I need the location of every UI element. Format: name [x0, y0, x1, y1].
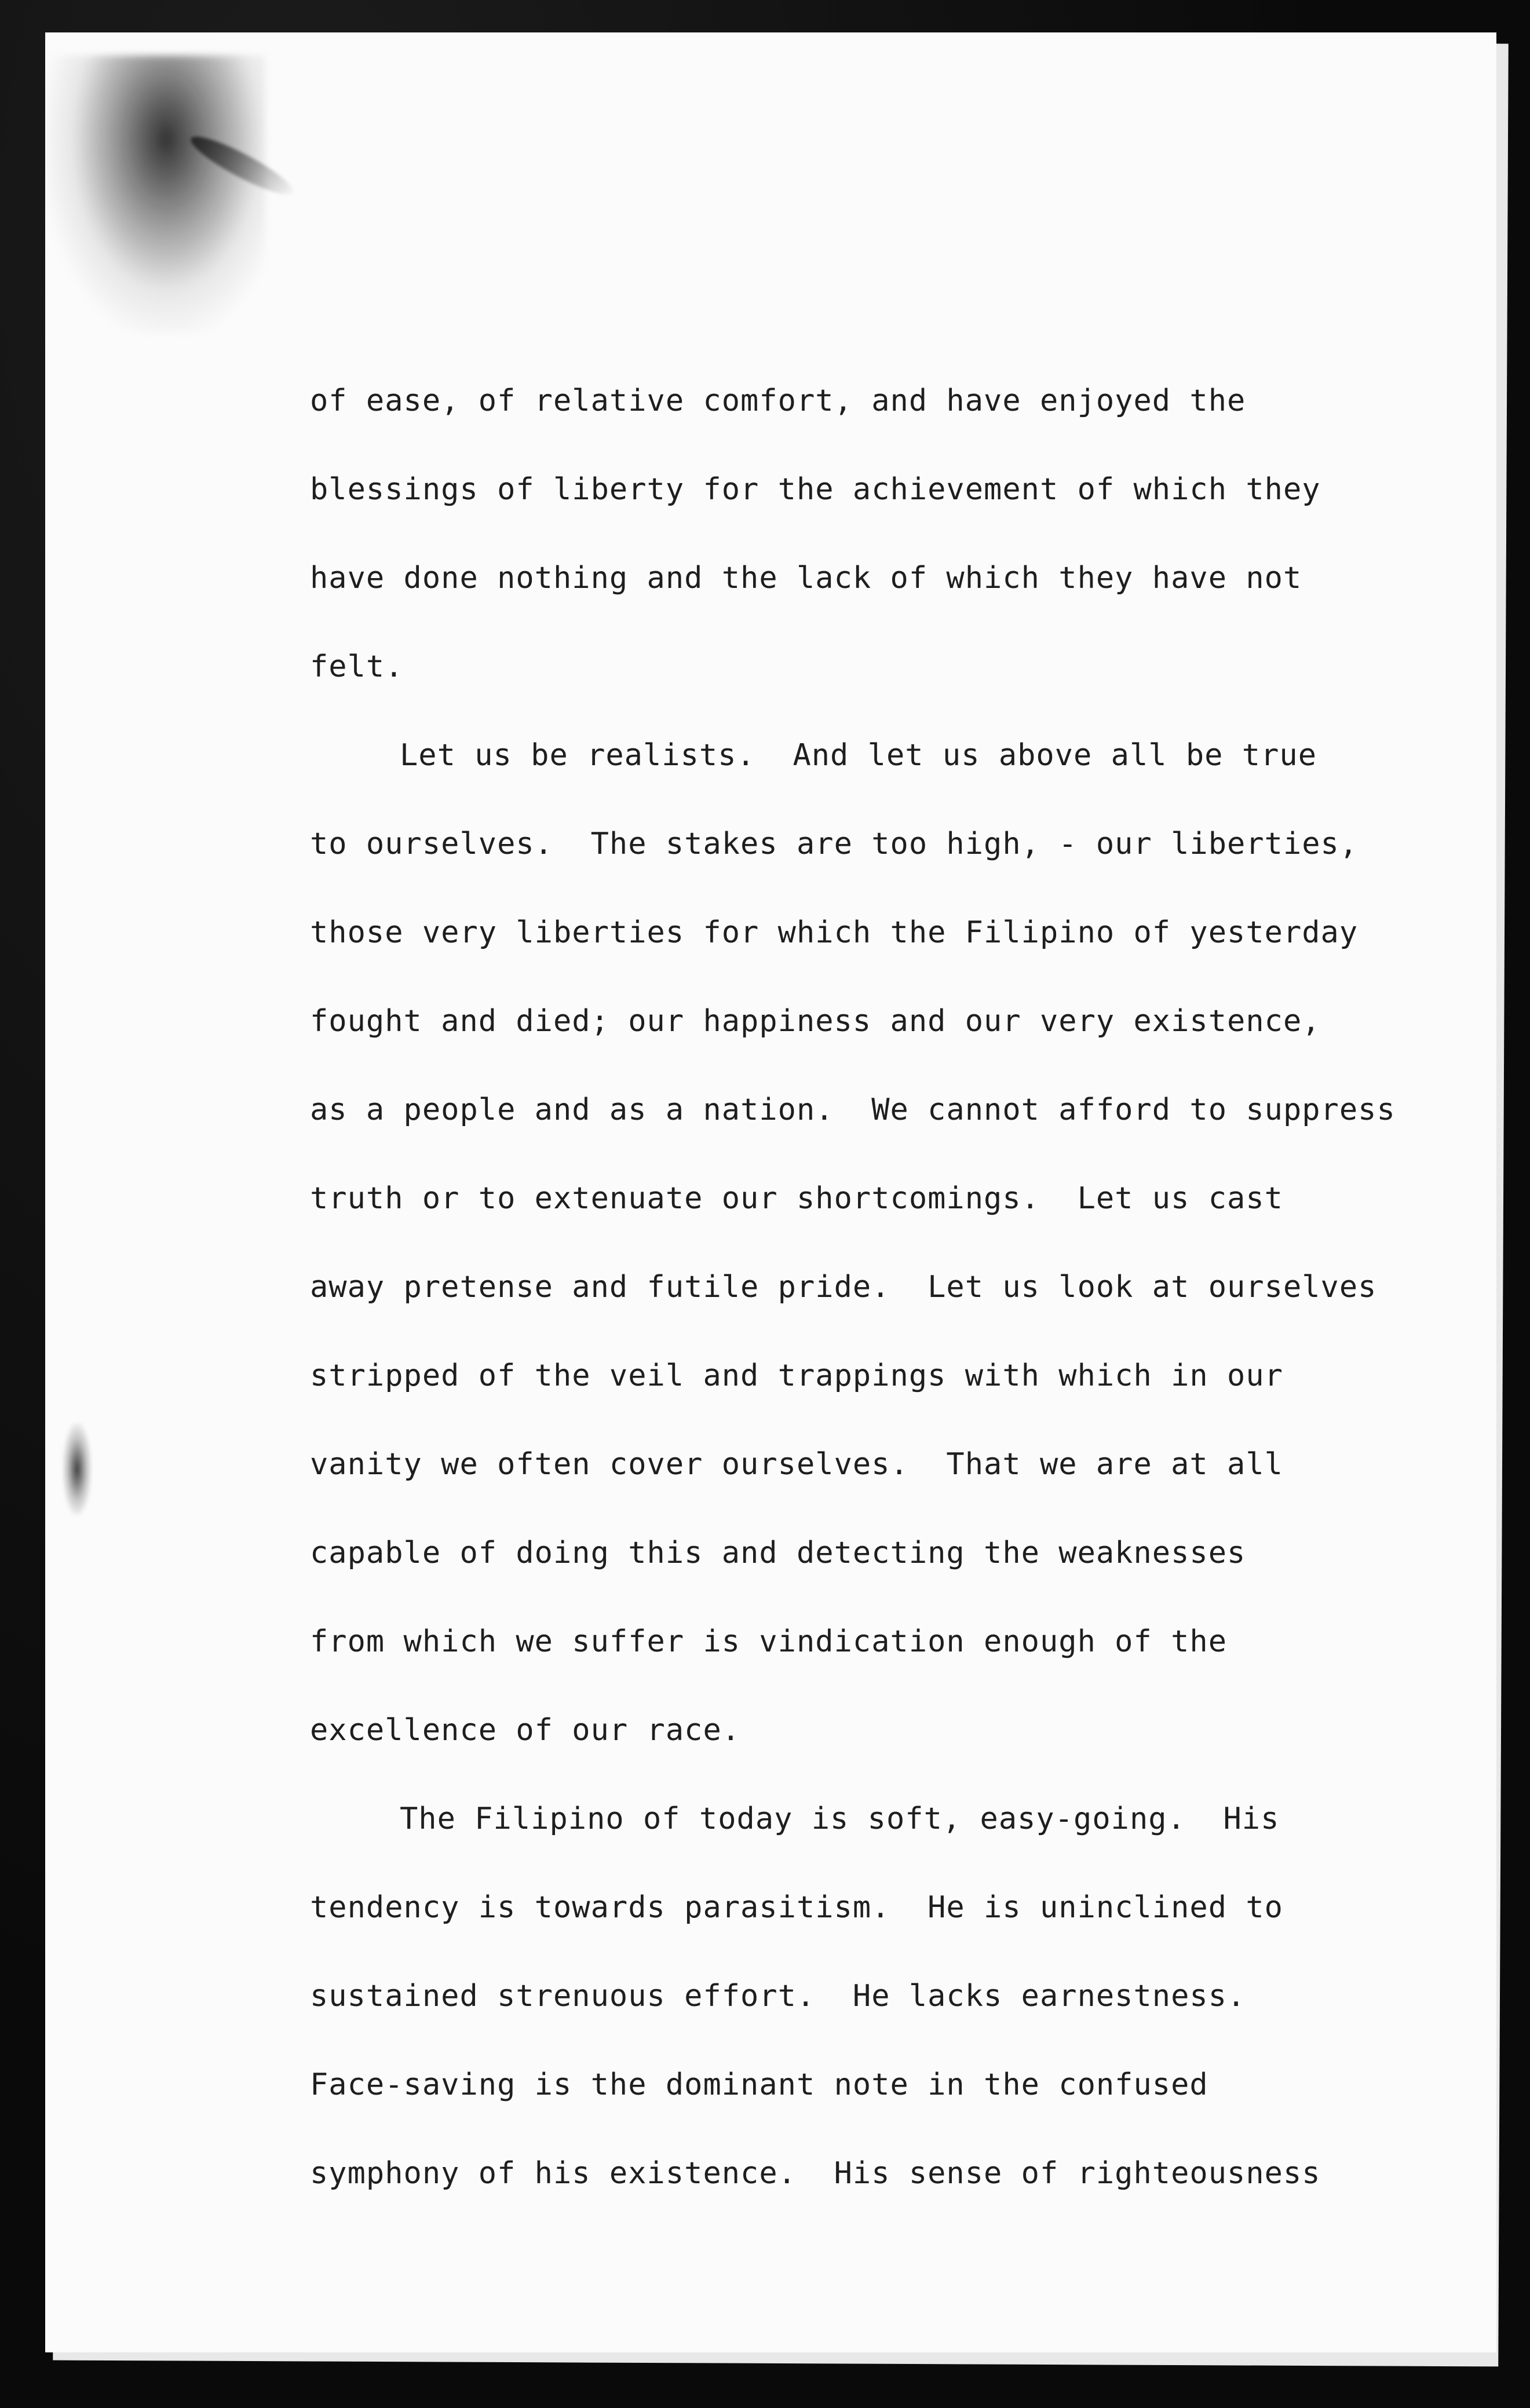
text-line: fought and died; our happiness and our very existence,	[310, 1004, 1321, 1039]
text-line: those very liberties for which the Filipino of yesterday	[310, 915, 1359, 950]
text-line: to ourselves. The stakes are too high, - our liberties,	[310, 827, 1359, 861]
text-line: from which we suffer is vindication enough of the	[310, 1624, 1228, 1659]
text-line: tendency is towards parasitism. He is uninclined to	[310, 1890, 1283, 1925]
text-line: blessings of liberty for the achievement of which they	[310, 472, 1321, 507]
text-line: truth or to extenuate our shortcomings. Let us cast	[310, 1181, 1283, 1216]
text-line: have done nothing and the lack of which they have not	[310, 561, 1302, 595]
text-line: sustained strenuous effort. He lacks earnestness.	[310, 1979, 1246, 2014]
text-line: away pretense and futile pride. Let us look at ourselves	[310, 1270, 1377, 1305]
paragraph-start-line: Let us be realists. And let us above all be true	[400, 738, 1317, 773]
text-line: stripped of the veil and trappings with which in our	[310, 1358, 1283, 1393]
text-line: vanity we often cover ourselves. That we are at all	[310, 1447, 1283, 1482]
text-line: capable of doing this and detecting the weaknesses	[310, 1536, 1246, 1570]
text-line: symphony of his existence. His sense of righteousness	[310, 2156, 1321, 2191]
text-line: excellence of our race.	[310, 1713, 741, 1748]
paragraph-start-line: The Filipino of today is soft, easy-going. His	[400, 1802, 1280, 1836]
text-line: as a people and as a nation. We cannot afford to suppress	[310, 1092, 1396, 1127]
text-line: of ease, of relative comfort, and have enjoyed the	[310, 383, 1246, 418]
text-line: Face-saving is the dominant note in the confused	[310, 2067, 1208, 2102]
document-page	[45, 32, 1496, 2352]
ink-smudge	[45, 56, 265, 334]
typed-text-block	[310, 357, 1440, 2218]
text-line: felt.	[310, 649, 404, 684]
margin-mark	[63, 1423, 92, 1515]
